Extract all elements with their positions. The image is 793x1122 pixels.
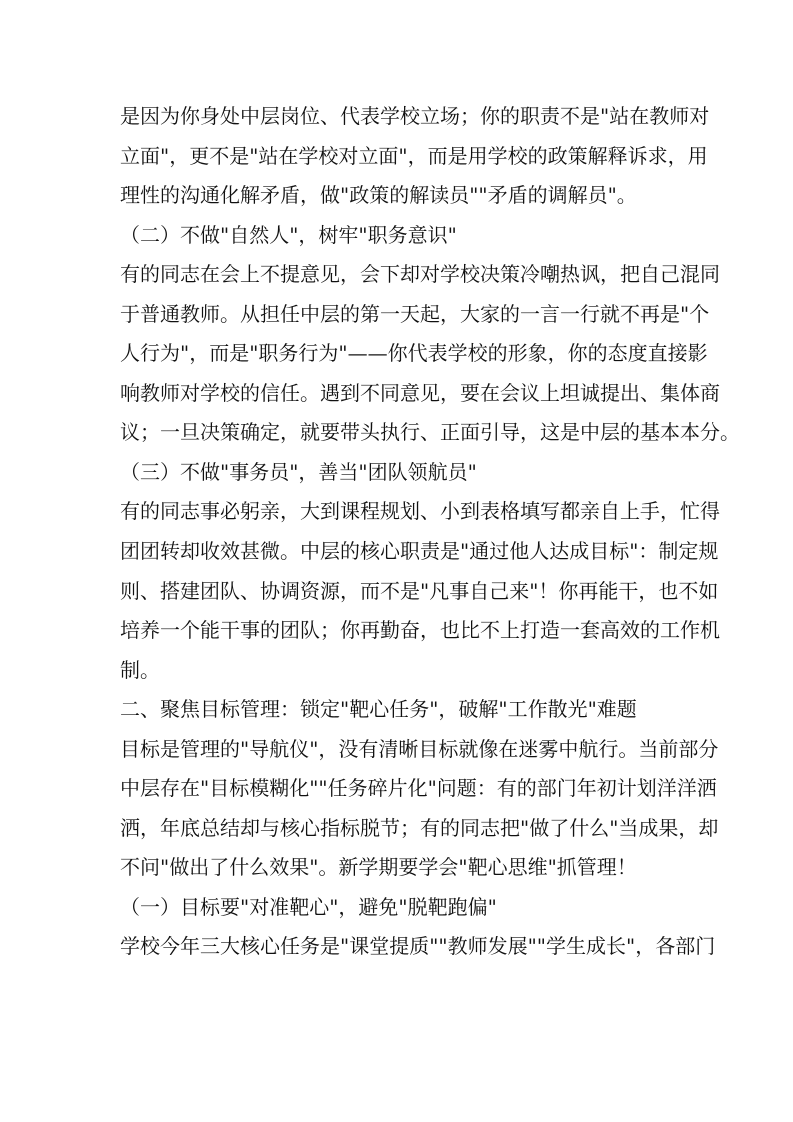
text-line: 制。 [120,657,160,682]
text-line: 有的同志在会上不提意见，会下却对学校决策冷嘲热讽，把自己混同 [120,262,720,287]
text-line: 响教师对学校的信任。遇到不同意见，要在会议上坦诚提出、集体商 [120,380,720,405]
text-line: 不问"做出了什么效果"。新学期要学会"靶心思维"抓管理！ [120,855,637,880]
document-body [120,97,740,967]
text-line: 有的同志事必躬亲，大到课程规划、小到表格填写都亲自上手，忙得 [120,499,720,524]
text-line: 是因为你身处中层岗位、代表学校立场；你的职责不是"站在教师对 [120,104,710,128]
text-line: 学校今年三大核心任务是"课堂提质""教师发展""学生成长"，各部门 [120,934,716,959]
text-line: 培养一个能干事的团队；你再勤奋，也比不上打造一套高效的工作机 [120,618,720,643]
section-heading: （一）目标要"对准靶心"，避免"脱靶跑偏" [120,894,497,919]
text-line: 立面"，更不是"站在学校对立面"，而是用学校的政策解释诉求，用 [120,143,708,168]
text-line: 议；一旦决策确定，就要带头执行、正面引导，这是中层的基本本分。 [120,420,740,445]
text-line: 目标是管理的"导航仪"，没有清晰目标就像在迷雾中航行。当前部分 [120,736,719,761]
text-line: 人行为"，而是"职务行为"——你代表学校的形象，你的态度直接影 [120,341,708,366]
text-line: 中层存在"目标模糊化""任务碎片化"问题：有的部门年初计划洋洋洒 [120,776,717,801]
text-line: 团团转却收效甚微。中层的核心职责是"通过他人达成目标"：制定规 [120,539,719,564]
section-heading: （三）不做"事务员"，善当"团队领航员" [120,459,477,484]
section-heading: 二、聚焦目标管理：锁定"靶心任务"，破解"工作散光"难题 [120,697,637,722]
text-line: 洒，年底总结却与核心指标脱节；有的同志把"做了什么"当成果，却 [120,815,719,840]
text-line: 则、搭建团队、协调资源，而不是"凡事自己来"！你再能干，也不如 [120,578,719,603]
text-line: 理性的沟通化解矛盾，做"政策的解读员""矛盾的调解员"。 [120,183,637,208]
section-heading: （二）不做"自然人"，树牢"职务意识" [120,222,457,247]
text-line: 于普通教师。从担任中层的第一天起，大家的一言一行就不再是"个 [120,301,710,326]
